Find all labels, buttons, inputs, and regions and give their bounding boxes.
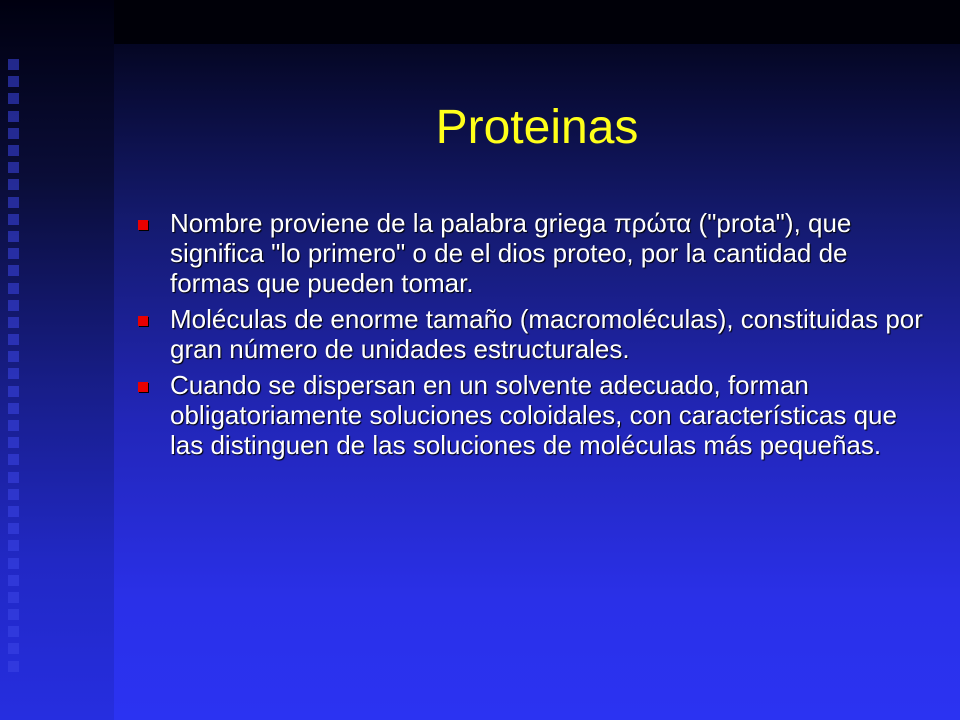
decorative-square — [8, 609, 19, 620]
decorative-square-row — [0, 56, 28, 73]
decorative-square-row — [0, 314, 28, 331]
decorative-square-row — [0, 537, 28, 554]
decorative-square-row — [0, 640, 28, 657]
decorative-square-row — [0, 623, 28, 640]
decorative-square-row — [0, 469, 28, 486]
decorative-square-row — [0, 279, 28, 296]
decorative-square — [8, 248, 19, 259]
decorative-square — [8, 197, 19, 208]
red-square-bullet-icon — [138, 316, 148, 326]
decorative-square — [8, 162, 19, 173]
bullet-item — [134, 370, 924, 460]
bullet-item — [134, 208, 924, 298]
decorative-square-row — [0, 554, 28, 571]
decorative-square-row — [0, 520, 28, 537]
decorative-square-row — [0, 297, 28, 314]
bullet-list — [134, 208, 924, 466]
decorative-square-row — [0, 262, 28, 279]
decorative-square — [8, 558, 19, 569]
decorative-square-row — [0, 658, 28, 675]
decorative-square-row — [0, 194, 28, 211]
decorative-square-row — [0, 606, 28, 623]
decorative-square — [8, 214, 19, 225]
decorative-square — [8, 661, 19, 672]
decorative-square — [8, 93, 19, 104]
slide-title: Proteinas — [435, 101, 639, 154]
decorative-square-row — [0, 572, 28, 589]
decorative-square-row — [0, 90, 28, 107]
decorative-square — [8, 179, 19, 190]
decorative-square-row — [0, 331, 28, 348]
decorative-square — [8, 626, 19, 637]
decorative-square — [8, 317, 19, 328]
decorative-square — [8, 420, 19, 431]
decorative-square-row — [0, 451, 28, 468]
decorative-square-row — [0, 125, 28, 142]
decorative-square — [8, 454, 19, 465]
decorative-square — [8, 300, 19, 311]
decorative-square-column — [0, 56, 28, 676]
red-square-bullet-icon — [138, 220, 148, 230]
decorative-square — [8, 351, 19, 362]
bullet-text: Nombre proviene de la palabra griega πρώτα ("prota"), que significa "lo primero" o de el dios proteo, por la cantidad de formas que pueden tomar. — [170, 208, 852, 298]
decorative-square-row — [0, 348, 28, 365]
decorative-square-row — [0, 142, 28, 159]
bullet-text: Moléculas de enorme tamaño (macromoléculas), constituidas por gran número de unidades estructurales. — [170, 304, 923, 364]
decorative-square — [8, 523, 19, 534]
decorative-square — [8, 643, 19, 654]
decorative-square-row — [0, 365, 28, 382]
decorative-square — [8, 386, 19, 397]
decorative-square-row — [0, 211, 28, 228]
decorative-square — [8, 403, 19, 414]
decorative-square-row — [0, 108, 28, 125]
decorative-square-row — [0, 417, 28, 434]
decorative-square — [8, 506, 19, 517]
decorative-square — [8, 489, 19, 500]
decorative-square — [8, 334, 19, 345]
decorative-square — [8, 231, 19, 242]
decorative-square — [8, 59, 19, 70]
decorative-square — [8, 592, 19, 603]
decorative-square — [8, 128, 19, 139]
decorative-square-row — [0, 176, 28, 193]
decorative-square — [8, 265, 19, 276]
decorative-square — [8, 575, 19, 586]
bullet-item — [134, 304, 924, 364]
decorative-square — [8, 283, 19, 294]
decorative-square-row — [0, 159, 28, 176]
decorative-square — [8, 472, 19, 483]
decorative-square-row — [0, 589, 28, 606]
decorative-square-row — [0, 434, 28, 451]
decorative-square-row — [0, 245, 28, 262]
decorative-square-row — [0, 383, 28, 400]
decorative-square — [8, 111, 19, 122]
decorative-square — [8, 437, 19, 448]
decorative-square — [8, 76, 19, 87]
decorative-square-row — [0, 228, 28, 245]
red-square-bullet-icon — [138, 382, 148, 392]
decorative-square — [8, 145, 19, 156]
top-dark-band — [114, 0, 960, 44]
decorative-square-row — [0, 73, 28, 90]
left-decorative-strip — [0, 0, 114, 720]
decorative-square — [8, 368, 19, 379]
decorative-square — [8, 540, 19, 551]
decorative-square-row — [0, 486, 28, 503]
decorative-square-row — [0, 503, 28, 520]
bullet-text: Cuando se dispersan en un solvente adecuado, forman obligatoriamente soluciones coloidales, con características que las distinguen de las soluciones de moléculas más pequeñas. — [170, 370, 897, 460]
decorative-square-row — [0, 400, 28, 417]
